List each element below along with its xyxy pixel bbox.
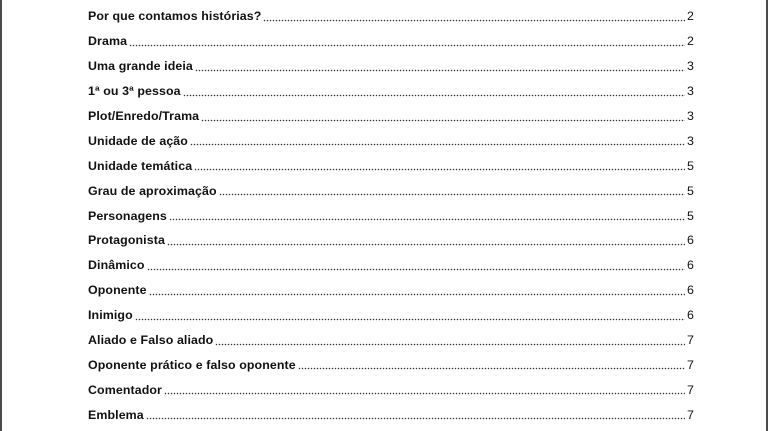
toc-entry[interactable] — [88, 4, 694, 29]
toc-entry-title: 1ª ou 3ª pessoa — [88, 84, 181, 99]
toc-page-number: 2 — [687, 34, 694, 49]
toc-entry[interactable] — [88, 203, 694, 228]
toc-page-number: 6 — [687, 308, 694, 323]
toc-entry-title: Unidade de ação — [88, 133, 188, 148]
toc-dot-leader — [215, 338, 685, 350]
toc-page-number: 5 — [687, 158, 694, 173]
toc-entry[interactable] — [88, 328, 694, 353]
toc-entry[interactable] — [88, 377, 694, 402]
toc-entry[interactable] — [88, 104, 694, 129]
page-border-left — [0, 0, 2, 431]
toc-entry[interactable] — [88, 79, 694, 104]
toc-entry-title: Grau de aproximação — [88, 183, 217, 198]
toc-dot-leader — [263, 14, 685, 26]
toc-entry[interactable] — [88, 402, 694, 427]
toc-dot-leader — [169, 214, 685, 226]
toc-entry-title: Por que contamos histórias? — [88, 9, 262, 24]
toc-entry[interactable] — [88, 128, 694, 153]
toc-page-number: 7 — [687, 407, 694, 422]
toc-page-number: 7 — [687, 382, 694, 397]
toc-page-number: 7 — [687, 357, 694, 372]
toc-entry[interactable] — [88, 303, 694, 328]
toc-page-number: 6 — [687, 283, 694, 298]
toc-page-number: 3 — [687, 133, 694, 148]
toc-entry[interactable] — [88, 153, 694, 178]
toc-entry-title: Protagonista — [88, 233, 165, 248]
toc-dot-leader — [147, 263, 685, 275]
toc-dot-leader — [201, 114, 685, 126]
toc-dot-leader — [146, 413, 685, 425]
toc-entry-title: Aliado e Falso aliado — [88, 333, 214, 348]
toc-dot-leader — [135, 313, 685, 325]
toc-dot-leader — [195, 64, 685, 76]
toc-page-number: 7 — [687, 333, 694, 348]
toc-page-number: 2 — [687, 9, 694, 24]
table-of-contents — [88, 4, 694, 427]
toc-entry-title: Uma grande ideia — [88, 59, 193, 74]
toc-page-number: 5 — [687, 183, 694, 198]
toc-dot-leader — [129, 39, 685, 51]
toc-dot-leader — [194, 164, 685, 176]
toc-page-number: 6 — [687, 258, 694, 273]
toc-entry-title: Unidade temática — [88, 158, 193, 173]
toc-entry-title: Plot/Enredo/Trama — [88, 109, 200, 123]
toc-entry[interactable] — [88, 29, 694, 54]
toc-dot-leader — [164, 388, 685, 400]
toc-dot-leader — [298, 363, 685, 375]
toc-entry[interactable] — [88, 253, 694, 278]
toc-dot-leader — [183, 89, 685, 101]
toc-dot-leader — [190, 139, 685, 151]
toc-entry-title: Emblema — [88, 407, 144, 422]
toc-entry-title: Drama — [88, 34, 128, 49]
toc-entry[interactable] — [88, 54, 694, 79]
toc-entry-title: Dinâmico — [88, 258, 145, 273]
toc-page-number: 6 — [687, 233, 694, 248]
toc-dot-leader — [219, 189, 685, 201]
toc-entry[interactable] — [88, 178, 694, 203]
toc-page-number: 3 — [687, 59, 694, 74]
toc-entry[interactable] — [88, 228, 694, 253]
toc-entry[interactable] — [88, 352, 694, 377]
toc-entry[interactable] — [88, 278, 694, 303]
toc-page-number: 3 — [687, 109, 694, 123]
toc-dot-leader — [167, 238, 685, 250]
toc-entry-title: Personagens — [88, 208, 167, 223]
toc-dot-leader — [149, 288, 685, 300]
toc-entry-title: Comentador — [88, 382, 162, 397]
toc-entry-title: Oponente — [88, 283, 147, 298]
toc-entry-title: Inimigo — [88, 308, 133, 323]
toc-page-number: 3 — [687, 84, 694, 99]
toc-page-number: 5 — [687, 208, 694, 223]
toc-entry-title: Oponente prático e falso oponente — [88, 357, 296, 372]
